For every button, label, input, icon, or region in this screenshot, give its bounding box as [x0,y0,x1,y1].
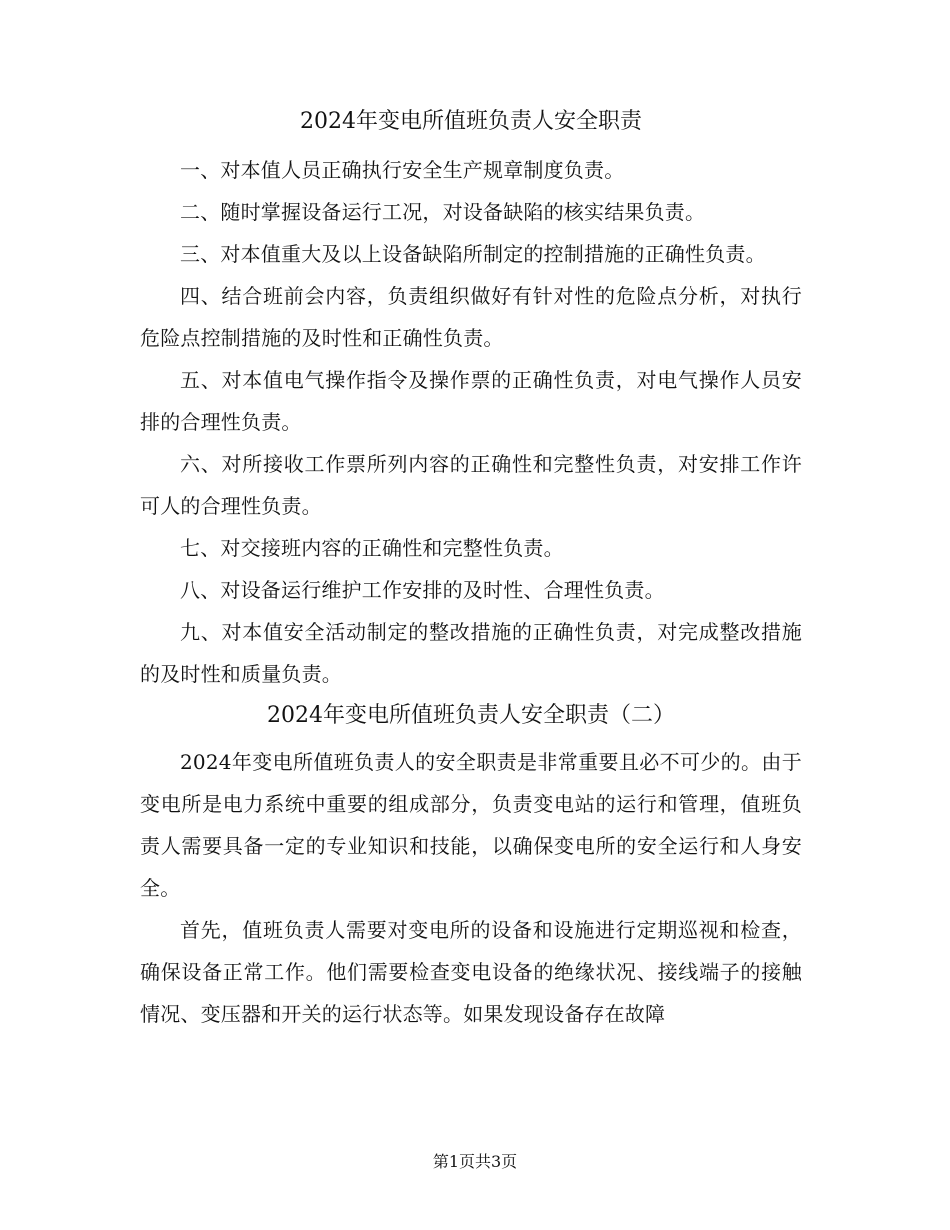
duty-item-8: 八、对设备运行维护工作安排的及时性、合理性负责。 [180,578,665,602]
duty-item-1: 一、对本值人员正确执行安全生产规章制度负责。 [180,158,625,182]
document-body [140,101,802,1035]
section2-paragraph-1: 2024年变电所值班负责人的安全职责是非常重要且必不可少的。由于变电所是电力系统中重要的组成部分，负责变电站的运行和管理，值班负责人需要具备一定的专业知识和技能，以确保变电所的安全运行和人身安全。 [140,750,802,900]
duty-item-4: 四、结合班前会内容，负责组织做好有针对性的危险点分析，对执行危险点控制措施的及时性和正确性负责。 [140,284,802,350]
duty-item-9: 九、对本值安全活动制定的整改措施的正确性负责，对完成整改措施的及时性和质量负责。 [140,620,802,686]
duty-item-2: 二、随时掌握设备运行工况，对设备缺陷的核实结果负责。 [180,200,706,224]
duty-item-7: 七、对交接班内容的正确性和完整性负责。 [180,536,564,560]
page-number: 第1页共3页 [432,1152,518,1171]
section2-paragraph-2: 首先，值班负责人需要对变电所的设备和设施进行定期巡视和检查，确保设备正常工作。他们需要检查变电设备的绝缘状况、接线端子的接触情况、变压器和开关的运行状态等。如果发现设备存在故障 [140,918,802,1026]
duty-item-3: 三、对本值重大及以上设备缺陷所制定的控制措施的正确性负责。 [180,242,766,266]
duty-item-6: 六、对所接收工作票所列内容的正确性和完整性负责，对安排工作许可人的合理性负责。 [140,452,802,518]
document-title: 2024年变电所值班负责人安全职责 [300,109,642,134]
section2-title: 2024年变电所值班负责人安全职责（二） [267,703,675,728]
duty-item-5: 五、对本值电气操作指令及操作票的正确性负责，对电气操作人员安排的合理性负责。 [140,368,802,434]
